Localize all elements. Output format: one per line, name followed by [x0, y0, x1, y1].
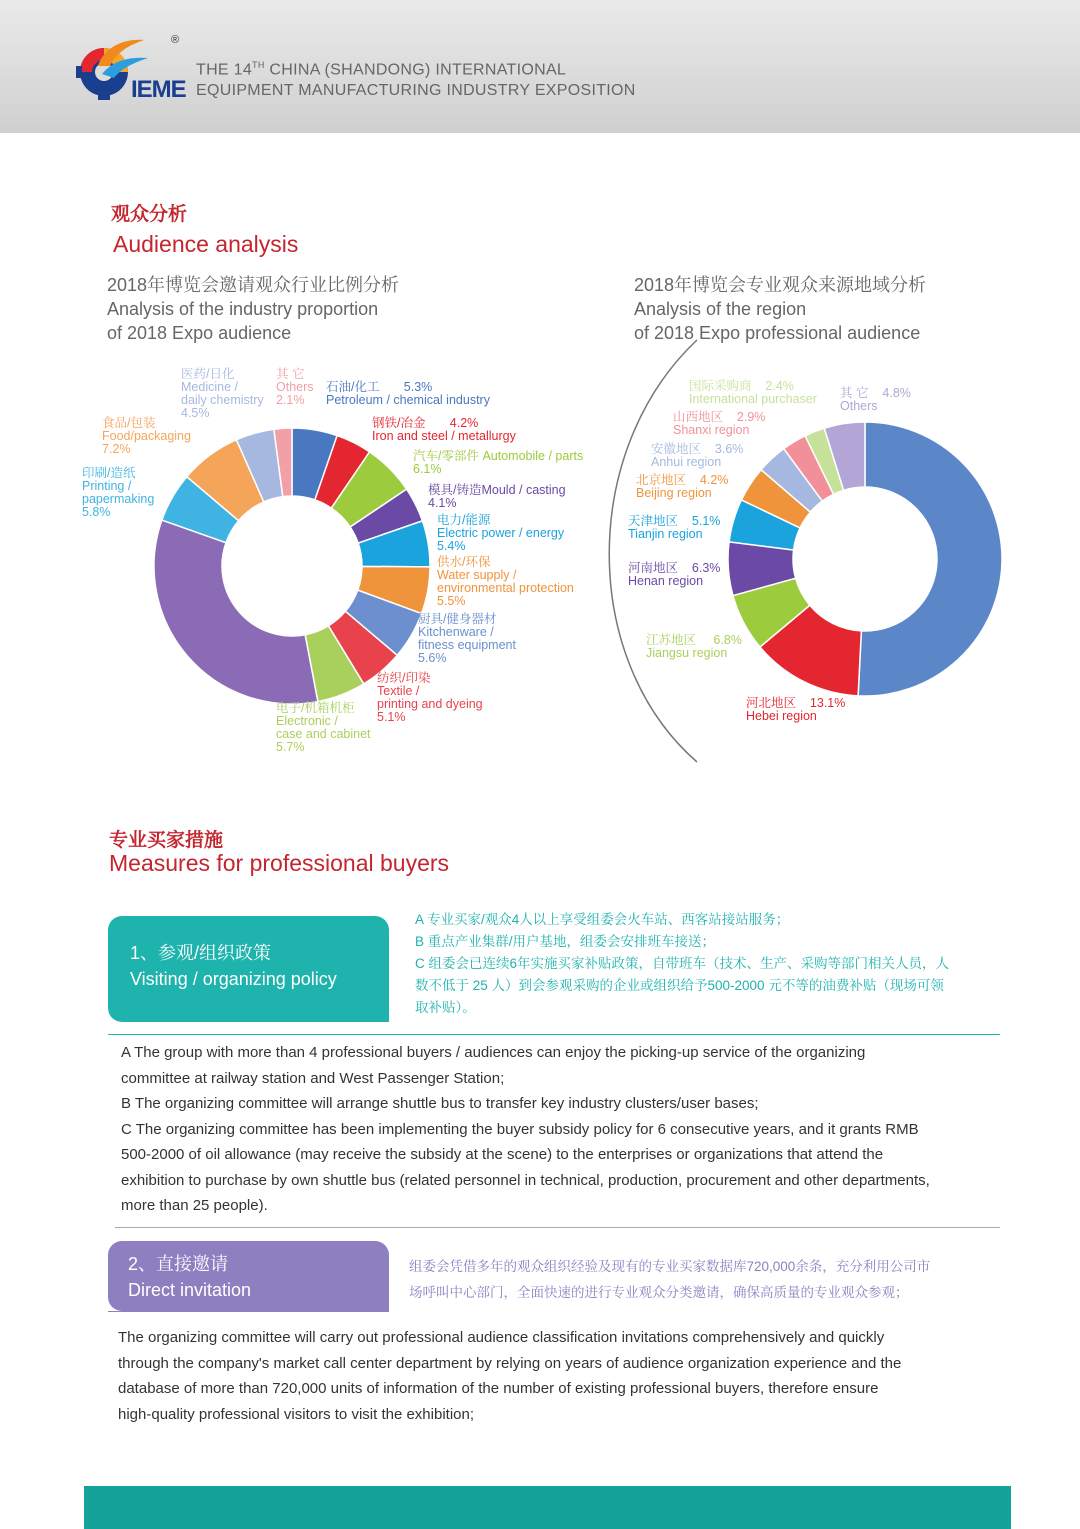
industry-label-water: 供水/环保 Water supply / environmental protection 5.5% [437, 555, 574, 608]
audience-heading-en: Audience analysis [113, 231, 299, 257]
invitation-divider [108, 1311, 389, 1312]
measures-heading-en: Measures for professional buyers [109, 850, 450, 876]
policy-badge [108, 916, 389, 1022]
policy-bottom-divider [115, 1227, 1000, 1228]
logo-wordmark: IEME [131, 76, 186, 103]
industry-label-petroleum: 石油/化工 5.3% Petroleum / chemical industry [326, 380, 490, 407]
region-label-beijing: 北京地区 4.2% Beijing region [636, 473, 729, 500]
policy-divider [108, 1034, 1000, 1035]
policy-notes-cn: A 专业买家/观众4人以上享受组委会火车站、西客站接站服务； B 重点产业集群/用户基地，组委会安排班车接送； C 组委会已连续6年实施买家补贴政策，自带班车（技术、生产、采购等部门相关人员，人 数不低于 25 人）到会参观采购的企业或组织给予500-2000 元不等的油费补贴（现场可领 取补贴）。 [415, 912, 950, 1015]
industry-label-food: 食品/包装 Food/packaging 7.2% [102, 416, 191, 456]
industry-center-label: 机械制造 Machinery manufacturing 33.4% [238, 548, 318, 601]
region-label-henan: 河南地区 6.3% Henan region [628, 561, 721, 588]
industry-label-textile: 纺织/印染 Textile / printing and dyeing 5.1% [377, 671, 483, 724]
industry-label-others: 其 它 Others 2.1% [276, 367, 314, 407]
industry-label-printing: 印刷/造纸 Printing / papermaking 5.8% [82, 466, 155, 519]
region-label-jiangsu: 江苏地区 6.8% Jiangsu region [646, 633, 742, 660]
invitation-notes-en: The organizing committee will carry out professional audience classification invitations comprehensively and quickly through the company's market call center department by relying on years of audience organization experience and the database of more than 720,000 units of information of the number of existing professional buyers, therefore ensure high-quality professional visitors to visit the exhibition; [118, 1329, 902, 1423]
industry-label-automobile: 汽车/零部件 Automobile / parts 6.1% [413, 449, 584, 476]
invitation-notes-cn: 组委会凭借多年的观众组织经验及现有的专业买家数据库720,000余条，充分利用公司市 场呼叫中心部门，全面快速的进行专业观众分类邀请，确保高质量的专业观众参观； [409, 1259, 931, 1300]
region-label-shandong: 山东地区 Shandong region 50.8% [823, 538, 919, 578]
expo-title-line2: EQUIPMENT MANUFACTURING INDUSTRY EXPOSITION [196, 82, 636, 99]
region-label-others: 其 它 4.8% Others [840, 386, 911, 413]
policy-notes-en: A The group with more than 4 professional buyers / audiences can enjoy the picking-up service of the organizing committee at railway station and West Passenger Station; B The organizing committee will arrange shuttle bus to transfer key industry clusters/user bases; C The organizing committee has been implementing the buyer subsidy policy for 6 consecutive years, and it grants RMB 500-2000 of oil allowance (may receive the subsidy at the scene) to the enterprises or organizations that attend the exhibition to purchase by own shuttle bus (related personnel in technical, production, procurement and other departments, more than 25 people). [121, 1044, 930, 1214]
region-label-shanxi: 山西地区 2.9% Shanxi region [673, 410, 766, 437]
measures-heading-cn: 专业买家措施 [109, 830, 224, 851]
industry-label-steel: 钢铁/冶金 4.2% Iron and steel / metallurgy [372, 416, 516, 443]
audience-heading-cn: 观众分析 [111, 204, 188, 225]
industry-label-kitchenware: 厨具/健身器材 Kitchenware / fitness equipment 5.6% [418, 612, 516, 665]
footer-bar [84, 1486, 1011, 1529]
expo-title-line1: THE 14TH CHINA (SHANDONG) INTERNATIONAL [196, 60, 567, 79]
region-label-hebei: 河北地区 13.1% Hebei region [746, 696, 846, 723]
industry-chart-title: 2018年博览会邀请观众行业比例分析 Analysis of the industry proportion of 2018 Expo audience [107, 275, 400, 343]
invitation-badge-en: Direct invitation [128, 1280, 252, 1300]
region-label-anhui: 安徽地区 3.6% Anhui region [651, 442, 744, 469]
registered-mark: ® [171, 34, 180, 46]
region-label-international: 国际采购商 2.4% International purchaser [689, 379, 817, 406]
region-chart-title: 2018年博览会专业观众来源地域分析 Analysis of the region of 2018 Expo professional audience [634, 275, 927, 343]
region-label-tianjin: 天津地区 5.1% Tianjin region [628, 514, 721, 541]
industry-label-electronic: 电子/机箱机柜 Electronic / case and cabinet 5.7% [276, 701, 371, 754]
region-chart-arc [609, 340, 697, 762]
industry-label-power: 电力/能源 Electric power / energy 5.4% [437, 513, 565, 553]
industry-label-mould: 模具/铸造Mould / casting 4.1% [428, 483, 566, 510]
policy-badge-cn: 1、参观/组织政策 [130, 943, 272, 963]
invitation-badge [108, 1241, 389, 1311]
policy-badge-en: Visiting / organizing policy [130, 969, 337, 989]
industry-label-medicine: 医药/日化 Medicine / daily chemistry 4.5% [181, 367, 264, 420]
invitation-badge-cn: 2、直接邀请 [128, 1254, 229, 1274]
